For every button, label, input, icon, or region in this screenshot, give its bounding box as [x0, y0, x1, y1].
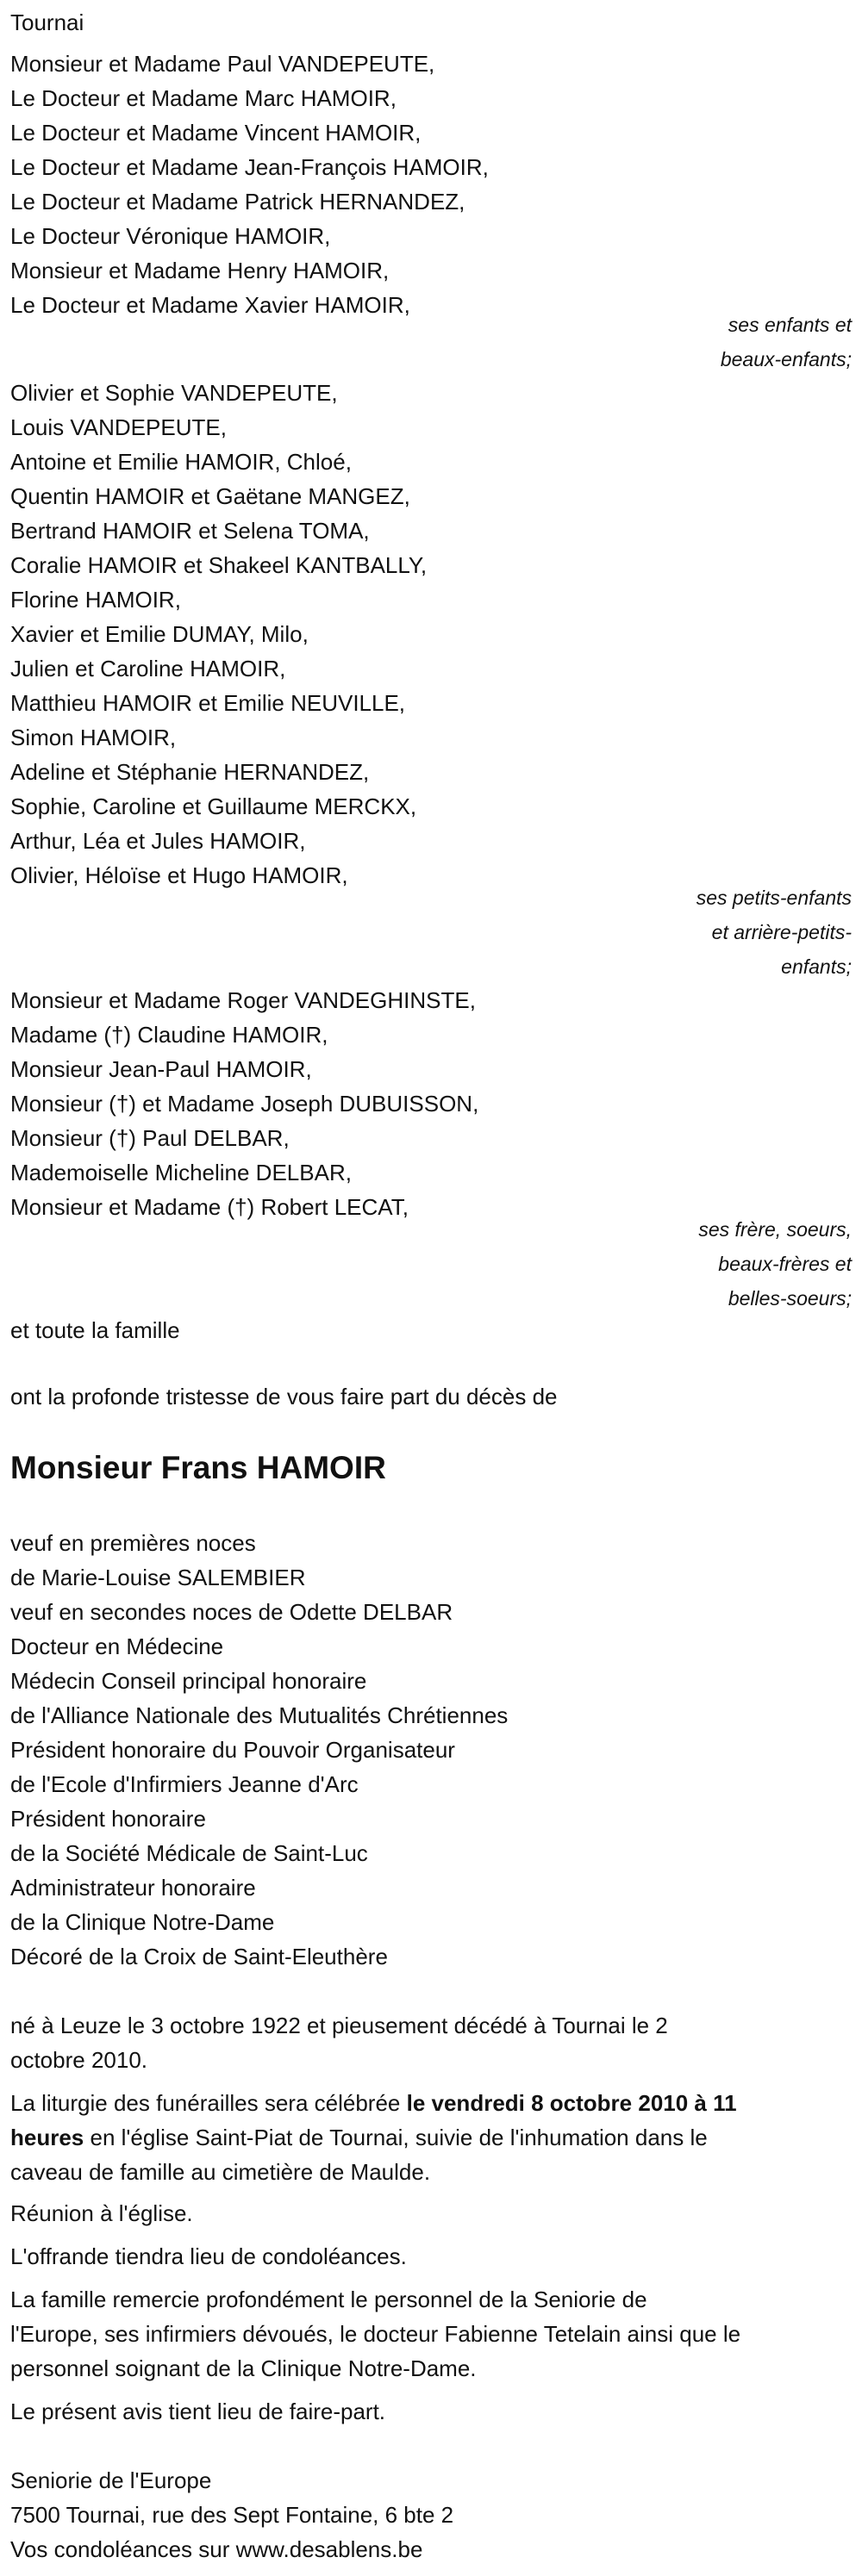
family-member: Coralie HAMOIR et Shakeel KANTBALLY,: [10, 552, 428, 578]
family-closing: et toute la famille: [10, 1317, 180, 1343]
family-member: Le Docteur et Madame Marc HAMOIR,: [10, 85, 397, 111]
relation-line: enfants;: [781, 955, 852, 978]
address-name: Seniorie de l'Europe: [10, 2467, 212, 2493]
relation-line: belles-soeurs;: [728, 1287, 852, 1310]
title-line: de Marie-Louise SALEMBIER: [10, 1565, 306, 1590]
family-member: Mademoiselle Micheline DELBAR,: [10, 1160, 352, 1185]
family-member: Le Docteur et Madame Patrick HERNANDEZ,: [10, 189, 465, 215]
family-block-children: [10, 47, 852, 322]
relation-label-grandchildren: [628, 880, 852, 984]
birth-death-paragraph: [10, 2008, 852, 2077]
address-block: [10, 2463, 852, 2567]
family-member: Monsieur (†) et Madame Joseph DUBUISSON,: [10, 1091, 479, 1117]
family-member: Olivier, Héloïse et Hugo HAMOIR,: [10, 862, 348, 888]
family-member: Monsieur (†) Paul DELBAR,: [10, 1125, 290, 1151]
family-member: Le Docteur et Madame Jean-François HAMOIR,: [10, 154, 489, 180]
family-member: Bertrand HAMOIR et Selena TOMA,: [10, 518, 370, 544]
paragraph-line: personnel soignant de la Clinique Notre-Dame.: [10, 2355, 477, 2381]
family-member: Le Docteur et Madame Xavier HAMOIR,: [10, 292, 410, 318]
funeral-time: heures: [10, 2125, 84, 2150]
family-member: Quentin HAMOIR et Gaëtane MANGEZ,: [10, 483, 410, 509]
family-member: Monsieur Jean-Paul HAMOIR,: [10, 1056, 312, 1082]
paragraph-line: octobre 2010.: [10, 2047, 148, 2073]
location: Tournai: [10, 9, 84, 35]
family-member: Madame (†) Claudine HAMOIR,: [10, 1022, 328, 1048]
family-member: Sophie, Caroline et Guillaume MERCKX,: [10, 793, 417, 819]
title-line: Administrateur honoraire: [10, 1875, 256, 1901]
paragraph-line: caveau de famille au cimetière de Maulde.: [10, 2159, 431, 2185]
family-member: Monsieur et Madame Roger VANDEGHINSTE,: [10, 987, 476, 1013]
family-member: Louis VANDEPEUTE,: [10, 414, 227, 440]
funeral-paragraph: [10, 2086, 852, 2189]
family-member: Monsieur et Madame (†) Robert LECAT,: [10, 1194, 409, 1220]
family-member: Le Docteur et Madame Vincent HAMOIR,: [10, 120, 422, 146]
thanks-paragraph: [10, 2282, 852, 2386]
relation-line: ses petits-enfants: [696, 887, 852, 909]
family-member: Matthieu HAMOIR et Emilie NEUVILLE,: [10, 690, 406, 716]
family-member: Julien et Caroline HAMOIR,: [10, 656, 286, 681]
relation-line: ses frère, soeurs,: [698, 1218, 852, 1241]
title-line: Décoré de la Croix de Saint-Eleuthère: [10, 1944, 388, 1969]
paragraph-line: né à Leuze le 3 octobre 1922 et pieusement décédé à Tournai le 2: [10, 2013, 668, 2038]
deceased-name: Monsieur Frans HAMOIR: [10, 1450, 386, 1485]
family-member: Le Docteur Véronique HAMOIR,: [10, 223, 331, 249]
family-block-grandchildren: [10, 376, 852, 893]
paragraph-line: [10, 2120, 852, 2155]
family-member: Adeline et Stéphanie HERNANDEZ,: [10, 759, 370, 785]
relation-line: et arrière-petits-: [711, 921, 852, 943]
family-member: Antoine et Emilie HAMOIR, Chloé,: [10, 449, 352, 475]
funeral-text: en l'église Saint-Piat de Tournai, suivie de l'inhumation dans le: [84, 2125, 708, 2150]
notice-text: Le présent avis tient lieu de faire-part.: [10, 2399, 386, 2424]
title-line: Docteur en Médecine: [10, 1633, 224, 1659]
relation-label-siblings: [628, 1212, 852, 1316]
announcement-text: ont la profonde tristesse de vous faire part du décès de: [10, 1384, 558, 1409]
funeral-text: La liturgie des funérailles sera célébrée: [10, 2090, 407, 2116]
family-member: Florine HAMOIR,: [10, 587, 181, 613]
relation-line: ses enfants et: [728, 314, 852, 336]
family-member: Simon HAMOIR,: [10, 725, 177, 750]
family-member: Olivier et Sophie VANDEPEUTE,: [10, 380, 338, 406]
paragraph-line: La famille remercie profondément le personnel de la Seniorie de: [10, 2287, 647, 2312]
address-street: 7500 Tournai, rue des Sept Fontaine, 6 bte 2: [10, 2502, 454, 2528]
title-line: Médecin Conseil principal honoraire: [10, 1668, 367, 1694]
family-member: Xavier et Emilie DUMAY, Milo,: [10, 621, 309, 647]
paragraph-line: l'Europe, ses infirmiers dévoués, le docteur Fabienne Tetelain ainsi que le: [10, 2321, 741, 2347]
title-line: de la Société Médicale de Saint-Luc: [10, 1840, 368, 1866]
title-line: de l'Ecole d'Infirmiers Jeanne d'Arc: [10, 1771, 359, 1797]
deceased-titles: [10, 1526, 852, 1974]
family-member: Arthur, Léa et Jules HAMOIR,: [10, 828, 306, 854]
reunion-text: Réunion à l'église.: [10, 2200, 193, 2226]
title-line: Président honoraire: [10, 1806, 206, 1832]
title-line: veuf en secondes noces de Odette DELBAR: [10, 1599, 453, 1625]
condolences-link[interactable]: Vos condoléances sur www.desablens.be: [10, 2536, 423, 2562]
family-member: Monsieur et Madame Paul VANDEPEUTE,: [10, 51, 435, 77]
paragraph-line: [10, 2086, 852, 2120]
title-line: de la Clinique Notre-Dame: [10, 1909, 275, 1935]
relation-line: beaux-enfants;: [720, 348, 852, 370]
family-block-siblings: [10, 983, 852, 1224]
relation-line: beaux-frères et: [718, 1253, 852, 1275]
title-line: veuf en premières noces: [10, 1530, 256, 1556]
family-member: Monsieur et Madame Henry HAMOIR,: [10, 258, 390, 283]
relation-label-children: [628, 308, 852, 376]
funeral-date: le vendredi 8 octobre 2010 à 11: [406, 2090, 737, 2116]
title-line: de l'Alliance Nationale des Mutualités Chrétiennes: [10, 1702, 509, 1728]
offering-text: L'offrande tiendra lieu de condoléances.: [10, 2243, 407, 2269]
title-line: Président honoraire du Pouvoir Organisateur: [10, 1737, 455, 1763]
